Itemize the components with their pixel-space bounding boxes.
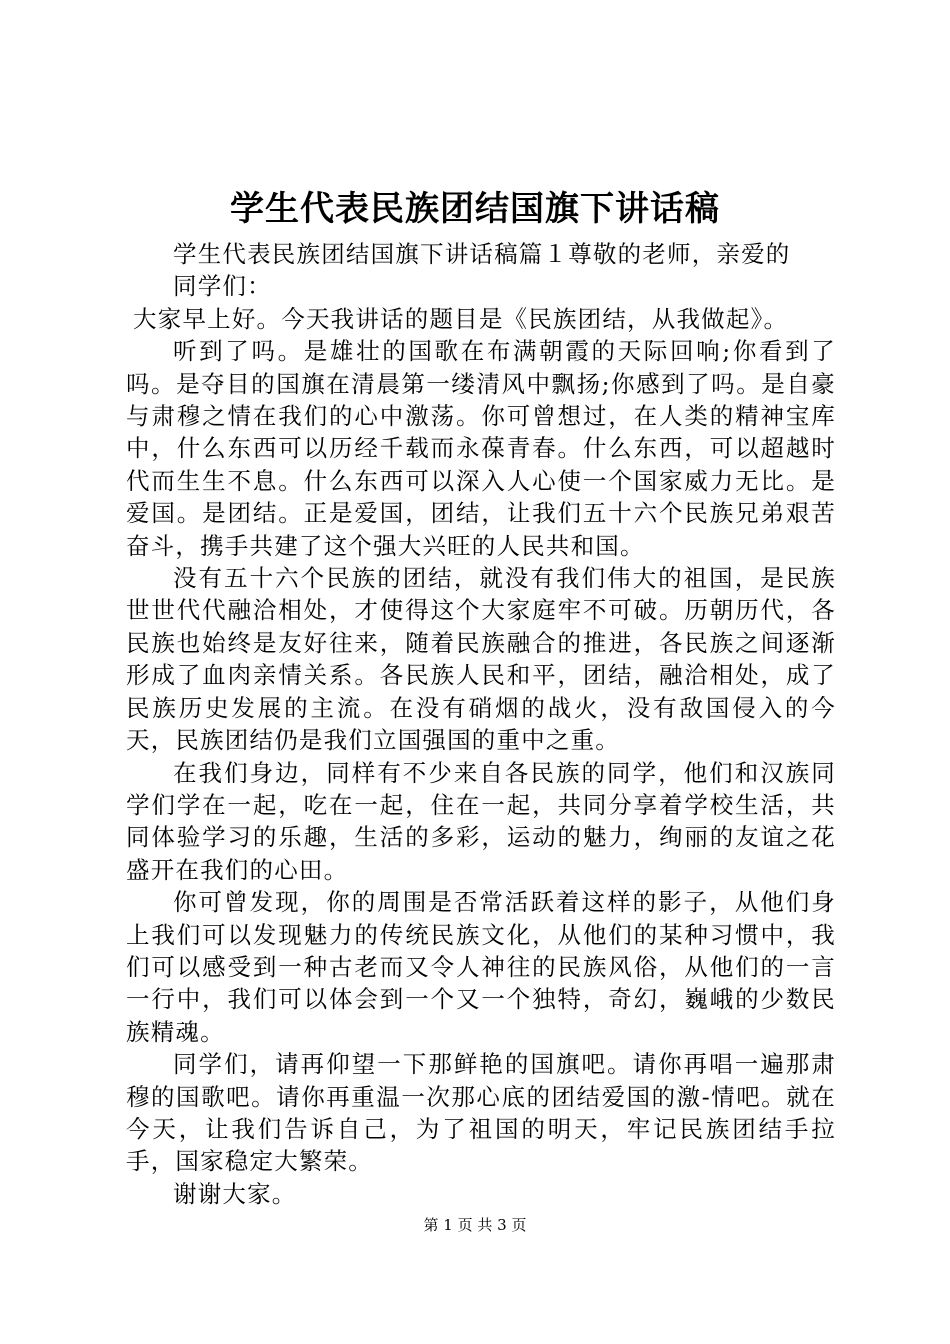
paragraph-3: 在我们身边，同样有不少来自各民族的同学，他们和汉族同学们学在一起，吃在一起，住在一起，共同分享着学校生活，共同体验学习的乐趣，生活的多彩，运动的魅力，绚丽的友谊之花盛开在我们的心田。 (126, 758, 836, 884)
paragraph-4: 你可曾发现，你的周围是否常活跃着这样的影子，从他们身上我们可以发现魅力的传统民族文化，从他们的某种习惯中，我们可以感受到一种古老而又令人神往的民族风俗，从他们的一言一行中，我们可以体会到一个又一个独特，奇幻，巍峨的少数民族精魂。 (126, 888, 836, 1046)
paragraph-greeting: 学生代表民族团结国旗下讲话稿篇１尊敬的老师，亲爱的同学们： (173, 240, 791, 301)
paragraph-5: 同学们，请再仰望一下那鲜艳的国旗吧。请你再唱一遍那肃穆的国歌吧。请你再重温一次那心底的团结爱国的激-情吧。就在今天，让我们告诉自己，为了祖国的明天，牢记民族团结手拉手，国家稳定大繁荣。 (126, 1050, 836, 1176)
paragraph-opening-text: 大家早上好。今天我讲话的题目是《民族团结，从我做起》。 (133, 304, 789, 333)
page-footer: 第 1 页 共 3 页 (423, 1216, 527, 1234)
document-title: 学生代表民族团结国旗下讲话稿 (230, 189, 720, 229)
document-body (126, 238, 836, 1210)
paragraph-2: 没有五十六个民族的团结，就没有我们伟大的祖国，是民族世世代代融洽相处，才使得这个大家庭牢不可破。历朝历代，各民族也始终是友好往来，随着民族融合的推进，各民族之间逐渐形成了血肉亲情关系。各民族人民和平，团结，融洽相处，成了民族历史发展的主流。在没有硝烟的战火，没有敌国侵入的今天，民族团结仍是我们立国强国的重中之重。 (126, 564, 836, 755)
paragraph-opening (126, 303, 836, 335)
paragraph-closing: 谢谢大家。 (173, 1179, 297, 1208)
paragraph-1: 听到了吗。是雄壮的国歌在布满朝霞的天际回响;你看到了吗。是夺目的国旗在清晨第一缕清风中飘扬;你感到了吗。是自豪与肃穆之情在我们的心中激荡。你可曾想过，在人类的精神宝库中，什么东西可以历经千载而永葆青春。什么东西，可以超越时代而生生不息。什么东西可以深入人心使一个国家威力无比。是爱国。是团结。正是爱国，团结，让我们五十六个民族兄弟艰苦奋斗，携手共建了这个强大兴旺的人民共和国。 (126, 337, 836, 560)
